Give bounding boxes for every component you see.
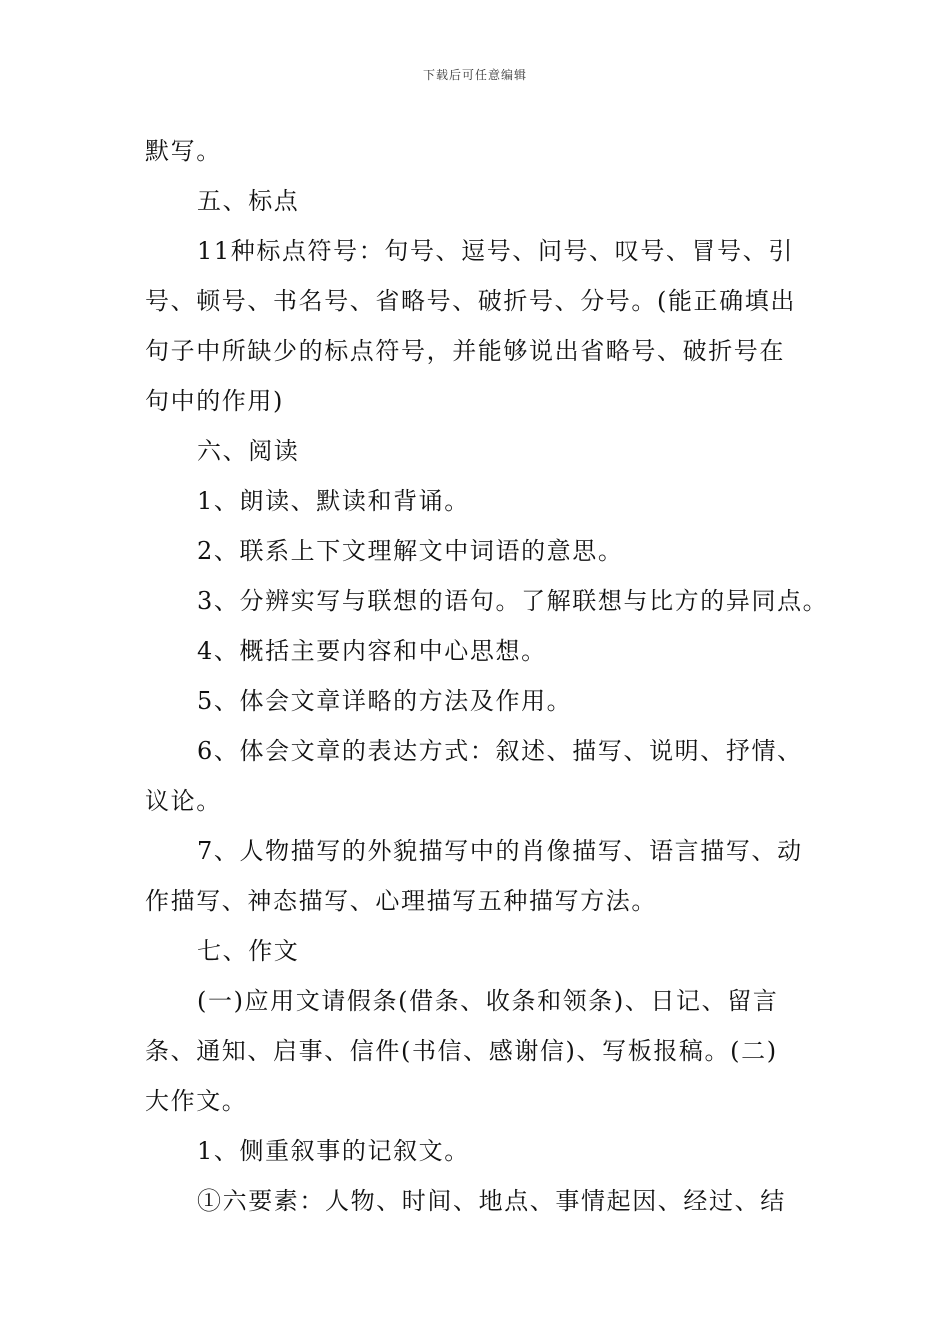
- document-body: [145, 126, 829, 1226]
- list-item: 1、侧重叙事的记叙文。: [197, 1137, 470, 1165]
- text-line: 11种标点符号：句号、逗号、问号、叹号、冒号、引: [197, 237, 794, 265]
- text-line: (一)应用文请假条(借条、收条和领条)、日记、留言: [197, 987, 779, 1015]
- list-item: 2、联系上下文理解文中词语的意思。: [197, 537, 624, 565]
- text-line: 大作文。: [145, 1087, 248, 1115]
- list-item: 4、概括主要内容和中心思想。: [197, 637, 547, 665]
- text-line: 议论。: [145, 787, 222, 815]
- list-item: 5、体会文章详略的方法及作用。: [197, 687, 573, 715]
- text-line: 作描写、神态描写、心理描写五种描写方法。: [145, 887, 657, 915]
- list-item: 1、朗读、默读和背诵。: [197, 487, 470, 515]
- text-line: 句子中所缺少的标点符号，并能够说出省略号、破折号在: [145, 337, 785, 365]
- text-line: 号、顿号、书名号、省略号、破折号、分号。(能正确填出: [145, 287, 796, 315]
- section-heading-punctuation: 五、标点: [197, 187, 300, 215]
- section-heading-reading: 六、阅读: [197, 437, 300, 465]
- text-line: 默写。: [145, 137, 222, 165]
- list-item: 7、人物描写的外貌描写中的肖像描写、语言描写、动: [197, 837, 803, 865]
- list-item: ①六要素：人物、时间、地点、事情起因、经过、结: [197, 1187, 786, 1215]
- list-item: 3、分辨实写与联想的语句。了解联想与比方的异同点。: [197, 587, 829, 615]
- text-line: 句中的作用): [145, 387, 284, 415]
- list-item: 6、体会文章的表达方式：叙述、描写、说明、抒情、: [197, 737, 803, 765]
- section-heading-composition: 七、作文: [197, 937, 300, 965]
- page-header: 下载后可任意编辑: [422, 68, 527, 82]
- text-line: 条、通知、启事、信件(书信、感谢信)、写板报稿。(二): [145, 1037, 778, 1065]
